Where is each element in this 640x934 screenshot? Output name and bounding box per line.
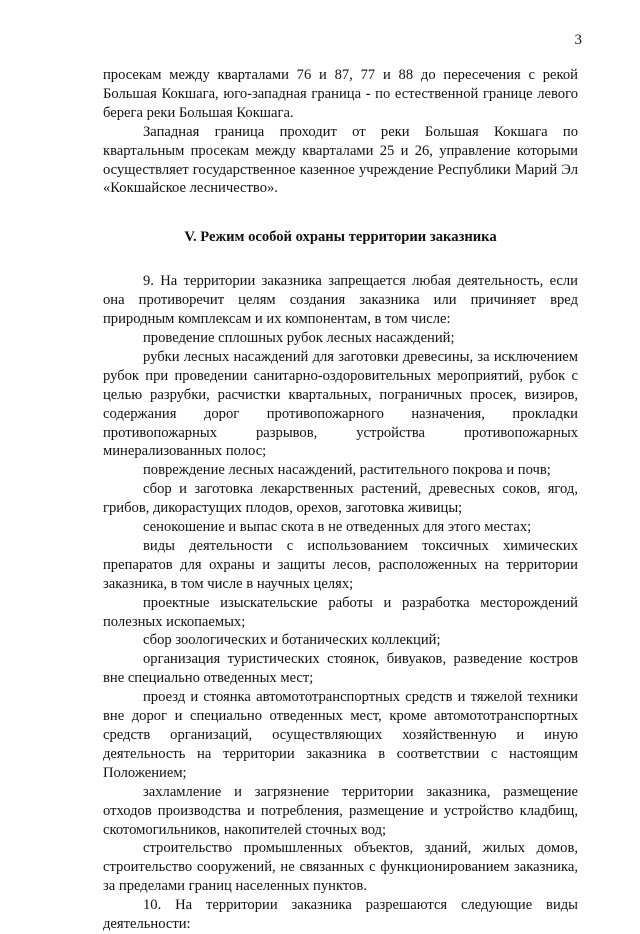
clause-9-item: проектные изыскательские работы и разработка месторождений полезных ископаемых; <box>103 594 578 630</box>
clause-9-item: сбор зоологических и ботанических коллекций; <box>143 632 441 649</box>
clause-10-lead: 10. На территории заказника разрешаются следующие виды деятельности: <box>103 897 578 933</box>
clause-9-item: организация туристических стоянок, бивуаков, разведение костров вне специально отведенных мест; <box>103 651 578 687</box>
clause-9-item: проезд и стоянка автомототранспортных средств и тяжелой техники вне дорог и специально отведенных мест, кроме автомототранспортных средств организаций, осуществляющих хозяйственную и иную деятельность на территории заказника в соответствии с настоящим Положением; <box>103 689 578 781</box>
clause-9-item: проведение сплошных рубок лесных насаждений; <box>143 329 455 346</box>
clause-9-item: повреждение лесных насаждений, растительного покрова и почв; <box>143 462 551 479</box>
clause-9-item: сбор и заготовка лекарственных растений, древесных соков, ягод, грибов, дикорастущих плодов, орехов, заготовка живицы; <box>103 481 578 517</box>
intro-paragraph-2: Западная граница проходит от реки Большая Кокшага по квартальным просекам между кварталами 25 и 26, управление которыми осуществляет государственное казенное учреждение Республики Марий Эл «Кокшайское лесничество». <box>103 123 578 197</box>
clause-9-item: захламление и загрязнение территории заказника, размещение отходов производства и потребления, размещение и устройство кладбищ, скотомогильников, накопителей сточных вод; <box>103 783 578 838</box>
document-body <box>103 66 578 934</box>
clause-9-item: строительство промышленных объектов, зданий, жилых домов, строительство сооружений, не связанных с функционированием заказника, за пределами границ населенных пунктов. <box>103 840 578 895</box>
clause-9-lead: 9. На территории заказника запрещается любая деятельность, если она противоречит целям создания заказника или причиняет вред природным комплексам и их компонентам, в том числе: <box>103 273 578 328</box>
page-number: 3 <box>574 32 582 48</box>
clause-9-item: виды деятельности с использованием токсичных химических препаратов для охраны и защиты лесов, расположенных на территории заказника, в том числе в научных целях; <box>103 537 578 592</box>
clause-9-item: рубки лесных насаждений для заготовки древесины, за исключением рубок при проведении санитарно-оздоровительных мероприятий, рубок с целью разрубки, расчистки квартальных, пограничных просек, визиров, содержания дорог противопожарного назначения, прокладки противопожарных разрывов, устройства противопожарных минерализованных полос; <box>103 348 578 460</box>
section-title: V. Режим особой охраны территории заказника <box>184 229 497 246</box>
intro-paragraph-1: просекам между кварталами 76 и 87, 77 и 88 до пересечения с рекой Большая Кокшага, юго-западная граница - по естественной границе левого берега реки Большая Кокшага. <box>103 67 578 121</box>
clause-9-item: сенокошение и выпас скота в не отведенных для этого местах; <box>143 519 532 536</box>
